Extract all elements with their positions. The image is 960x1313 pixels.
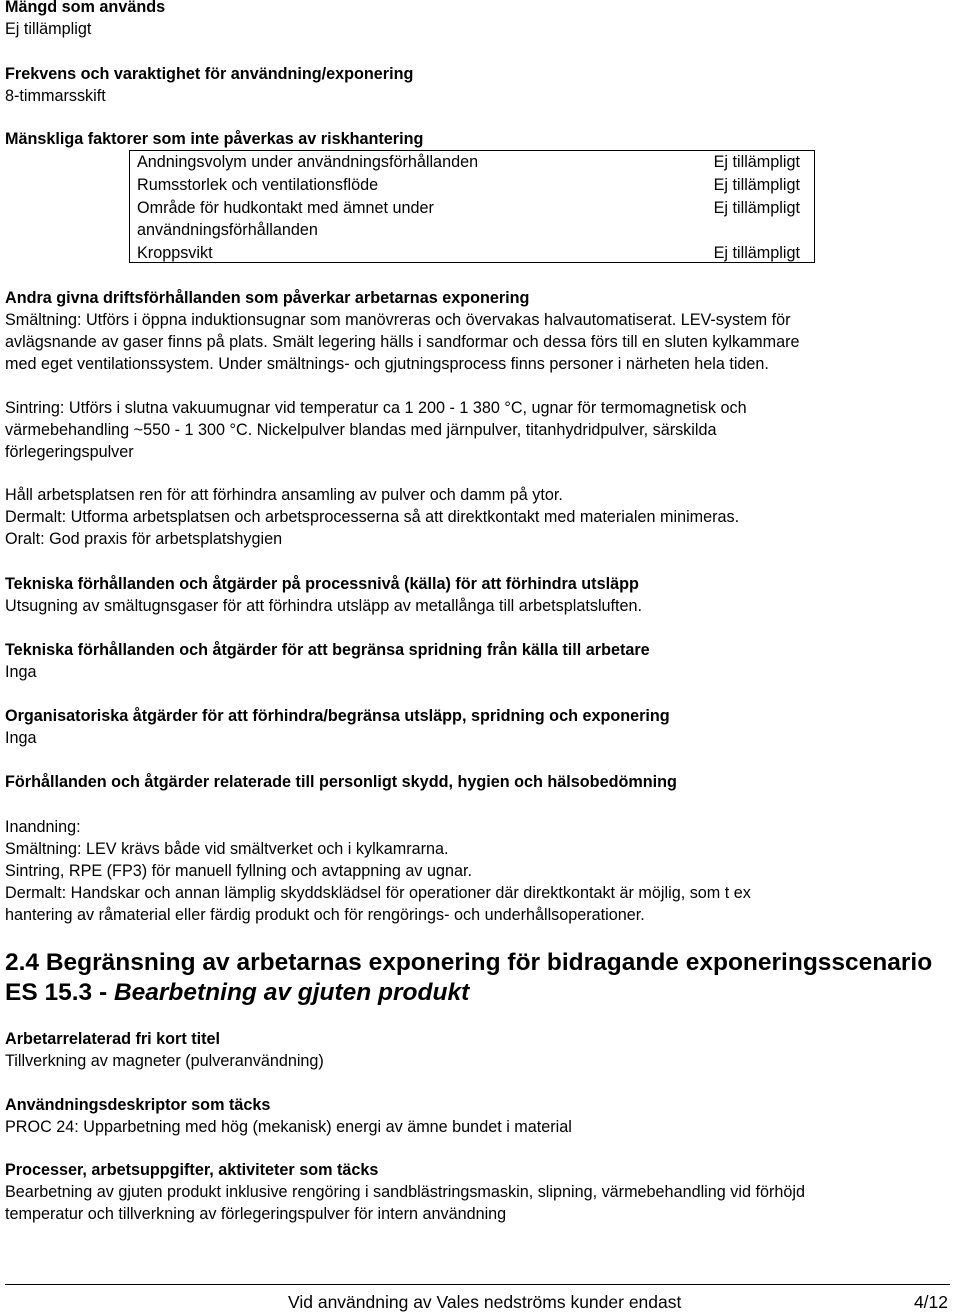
- table-row-label: Kroppsvikt: [137, 244, 213, 262]
- table-row-value: Ej tillämpligt: [713, 176, 800, 194]
- processes-heading: Processer, arbetsuppgifter, aktiviteter som täcks: [5, 1161, 379, 1179]
- paragraph-line: Dermalt: Utforma arbetsplatsen och arbetsprocesserna så att direktkontakt med materialen minimeras.: [5, 508, 740, 526]
- descriptor-value: PROC 24: Upparbetning med hög (mekanisk) energi av ämne bundet i material: [5, 1118, 572, 1136]
- frequency-value: 8-timmarsskift: [5, 87, 106, 105]
- ppe-heading: Förhållanden och åtgärder relaterade till personligt skydd, hygien och hälsobedömning: [5, 773, 677, 791]
- table-row-value: Ej tillämpligt: [713, 244, 800, 262]
- paragraph-line: med eget ventilationssystem. Under smältnings- och gjutningsprocess finns personer i närheten hela tiden.: [5, 355, 769, 373]
- organisational-heading: Organisatoriska åtgärder för att förhindra/begränsa utsläpp, spridning och exponering: [5, 707, 670, 725]
- paragraph-line: Inandning:: [5, 818, 81, 836]
- scenario-code: ES 15.3 -: [5, 979, 114, 1006]
- descriptor-heading: Användningsdeskriptor som täcks: [5, 1096, 271, 1114]
- table-row-label: Rumsstorlek och ventilationsflöde: [137, 176, 379, 194]
- organisational-value: Inga: [5, 729, 37, 747]
- technical-spread-value: Inga: [5, 663, 37, 681]
- paragraph-line: förlegeringspulver: [5, 443, 134, 461]
- paragraph-line: Smältning: Utförs i öppna induktionsugnar som manövreras och övervakas halvautomatiserat. LEV-system för: [5, 311, 791, 329]
- table-row-value: Ej tillämpligt: [713, 153, 800, 171]
- paragraph-line: temperatur och tillverkning av förlegeringspulver för intern användning: [5, 1205, 507, 1223]
- technical-source-value: Utsugning av smältugnsgaser för att förhindra utsläpp av metallånga till arbetsplatsluften.: [5, 597, 643, 615]
- paragraph-line: Oralt: God praxis för arbetsplatshygien: [5, 530, 283, 548]
- table-row-label-cont: användningsförhållanden: [137, 221, 318, 239]
- human-factors-heading: Mänskliga faktorer som inte påverkas av riskhantering: [5, 130, 424, 148]
- paragraph-line: Dermalt: Handskar och annan lämplig skyddsklädsel för operationer där direktkontakt är möjlig, som t ex: [5, 884, 751, 902]
- paragraph-line: hantering av råmaterial eller färdig produkt och för rengörings- och underhållsoperationer.: [5, 906, 645, 924]
- short-title-heading: Arbetarrelaterad fri kort titel: [5, 1030, 220, 1048]
- technical-source-heading: Tekniska förhållanden och åtgärder på processnivå (källa) för att förhindra utsläpp: [5, 575, 639, 593]
- amount-heading: Mängd som används: [5, 0, 166, 16]
- paragraph-line: avlägsnande av gaser finns på plats. Smält legering hälls i sandformar och dessa förs till en sluten kylkammare: [5, 333, 800, 351]
- paragraph-line: Håll arbetsplatsen ren för att förhindra ansamling av pulver och damm på ytor.: [5, 486, 563, 504]
- frequency-heading: Frekvens och varaktighet för användning/exponering: [5, 65, 414, 83]
- paragraph-line: Smältning: LEV krävs både vid smältverket och i kylkamrarna.: [5, 840, 449, 858]
- technical-spread-heading: Tekniska förhållanden och åtgärder för att begränsa spridning från källa till arbetare: [5, 641, 650, 659]
- short-title-value: Tillverkning av magneter (pulveranvändning): [5, 1052, 324, 1070]
- scenario-title: Bearbetning av gjuten produkt: [113, 979, 470, 1006]
- table-row-label: Område för hudkontakt med ämnet under: [137, 199, 434, 217]
- human-factors-table: [129, 150, 815, 263]
- scenario-heading: 2.4 Begränsning av arbetarnas exponering för bidragande exponeringsscenario: [5, 949, 933, 976]
- footer-divider: [5, 1284, 950, 1285]
- page-number: 4/12: [913, 1292, 948, 1312]
- paragraph-line: värmebehandling ~550 - 1 300 °C. Nickelpulver blandas med järnpulver, titanhydridpulver, särskilda: [5, 421, 717, 439]
- scenario-heading-line2: [5, 978, 469, 1008]
- amount-value: Ej tillämpligt: [5, 20, 92, 38]
- table-row-label: Andningsvolym under användningsförhållanden: [137, 153, 479, 171]
- footer-text: Vid användning av Vales nedströms kunder endast: [288, 1292, 682, 1312]
- paragraph-line: Sintring, RPE (FP3) för manuell fyllning och avtappning av ugnar.: [5, 862, 472, 880]
- paragraph-line: Sintring: Utförs i slutna vakuumugnar vid temperatur ca 1 200 - 1 380 °C, ugnar för termomagnetisk och: [5, 399, 747, 417]
- paragraph-line: Bearbetning av gjuten produkt inklusive rengöring i sandblästringsmaskin, slipning, värmebehandling vid förhöjd: [5, 1183, 805, 1201]
- other-conditions-heading: Andra givna driftsförhållanden som påverkar arbetarnas exponering: [5, 289, 530, 307]
- table-row-value: Ej tillämpligt: [713, 199, 800, 217]
